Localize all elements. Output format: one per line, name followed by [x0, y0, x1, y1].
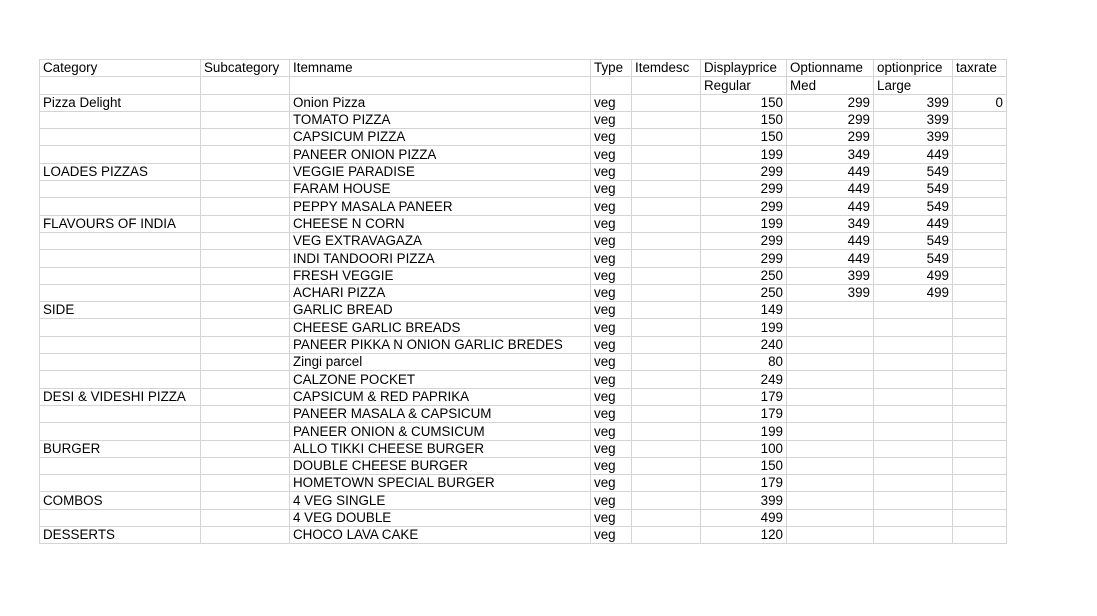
cell-category: DESI & VIDESHI PIZZA — [40, 388, 201, 405]
cell-itemdesc — [632, 405, 701, 422]
cell-itemname: CHEESE N CORN — [290, 215, 591, 232]
cell-displayprice: 199 — [701, 215, 787, 232]
cell-type: veg — [591, 492, 632, 509]
cell-itemdesc — [632, 163, 701, 180]
cell-type: veg — [591, 146, 632, 163]
cell-subcategory — [201, 336, 290, 353]
cell-itemdesc — [632, 527, 701, 544]
cell-displayprice: 199 — [701, 146, 787, 163]
cell-itemdesc — [632, 302, 701, 319]
cell-itemdesc — [632, 509, 701, 526]
cell-itemdesc — [632, 111, 701, 128]
cell-subcategory — [201, 163, 290, 180]
header-cell-optionname: Optionname — [787, 60, 874, 77]
cell-category — [40, 111, 201, 128]
cell-taxrate — [953, 354, 1007, 371]
cell-type: veg — [591, 509, 632, 526]
cell-taxrate — [953, 527, 1007, 544]
cell-subcategory — [201, 146, 290, 163]
header-cell-itemname — [290, 77, 591, 94]
subheader-row — [40, 77, 1007, 94]
table-row — [40, 232, 1007, 249]
cell-type: veg — [591, 336, 632, 353]
cell-category — [40, 250, 201, 267]
cell-displayprice: 150 — [701, 457, 787, 474]
cell-optionname — [787, 371, 874, 388]
cell-taxrate — [953, 215, 1007, 232]
cell-itemname: CAPSICUM & RED PAPRIKA — [290, 388, 591, 405]
table-row — [40, 527, 1007, 544]
cell-subcategory — [201, 509, 290, 526]
table-row — [40, 388, 1007, 405]
table-row — [40, 250, 1007, 267]
cell-displayprice: 250 — [701, 267, 787, 284]
cell-type: veg — [591, 457, 632, 474]
cell-optionprice: 449 — [874, 215, 953, 232]
cell-taxrate — [953, 146, 1007, 163]
cell-subcategory — [201, 527, 290, 544]
cell-itemname: ALLO TIKKI CHEESE BURGER — [290, 440, 591, 457]
cell-optionname — [787, 336, 874, 353]
header-cell-category: Category — [40, 60, 201, 77]
cell-optionname: 299 — [787, 94, 874, 111]
cell-optionprice — [874, 492, 953, 509]
cell-itemname: GARLIC BREAD — [290, 302, 591, 319]
cell-optionname: 349 — [787, 215, 874, 232]
cell-optionname: 449 — [787, 163, 874, 180]
cell-taxrate — [953, 371, 1007, 388]
cell-subcategory — [201, 492, 290, 509]
cell-category — [40, 146, 201, 163]
menu-table-body — [40, 60, 1007, 544]
table-row — [40, 440, 1007, 457]
header-cell-optionprice: Large — [874, 77, 953, 94]
cell-displayprice: 150 — [701, 94, 787, 111]
cell-optionname: 349 — [787, 146, 874, 163]
cell-displayprice: 499 — [701, 509, 787, 526]
cell-optionname — [787, 475, 874, 492]
cell-type: veg — [591, 284, 632, 301]
cell-itemname: 4 VEG DOUBLE — [290, 509, 591, 526]
cell-category — [40, 267, 201, 284]
cell-itemdesc — [632, 319, 701, 336]
cell-type: veg — [591, 232, 632, 249]
table-row — [40, 319, 1007, 336]
cell-category — [40, 371, 201, 388]
cell-taxrate — [953, 388, 1007, 405]
cell-optionname: 399 — [787, 284, 874, 301]
cell-itemdesc — [632, 475, 701, 492]
cell-type: veg — [591, 405, 632, 422]
cell-taxrate — [953, 423, 1007, 440]
cell-subcategory — [201, 250, 290, 267]
cell-optionname: 299 — [787, 129, 874, 146]
cell-optionprice: 549 — [874, 250, 953, 267]
cell-category — [40, 354, 201, 371]
cell-subcategory — [201, 198, 290, 215]
cell-taxrate — [953, 163, 1007, 180]
cell-category: Pizza Delight — [40, 94, 201, 111]
cell-type: veg — [591, 371, 632, 388]
cell-displayprice: 199 — [701, 319, 787, 336]
cell-category: FLAVOURS OF INDIA — [40, 215, 201, 232]
cell-itemname: TOMATO PIZZA — [290, 111, 591, 128]
cell-type: veg — [591, 319, 632, 336]
table-row — [40, 129, 1007, 146]
cell-optionprice: 549 — [874, 181, 953, 198]
table-row — [40, 284, 1007, 301]
header-row — [40, 60, 1007, 77]
header-cell-taxrate: taxrate — [953, 60, 1007, 77]
cell-subcategory — [201, 129, 290, 146]
cell-optionprice — [874, 527, 953, 544]
cell-optionname: 449 — [787, 232, 874, 249]
cell-subcategory — [201, 284, 290, 301]
cell-type: veg — [591, 129, 632, 146]
table-row — [40, 267, 1007, 284]
cell-displayprice: 179 — [701, 475, 787, 492]
cell-subcategory — [201, 267, 290, 284]
cell-itemdesc — [632, 250, 701, 267]
cell-taxrate — [953, 129, 1007, 146]
cell-taxrate — [953, 198, 1007, 215]
cell-displayprice: 299 — [701, 250, 787, 267]
cell-type: veg — [591, 267, 632, 284]
cell-category: BURGER — [40, 440, 201, 457]
table-row — [40, 181, 1007, 198]
cell-optionname — [787, 492, 874, 509]
cell-optionprice — [874, 319, 953, 336]
header-cell-displayprice: Regular — [701, 77, 787, 94]
header-cell-type: Type — [591, 60, 632, 77]
cell-subcategory — [201, 475, 290, 492]
cell-optionname — [787, 388, 874, 405]
cell-itemdesc — [632, 336, 701, 353]
cell-taxrate — [953, 267, 1007, 284]
header-cell-type — [591, 77, 632, 94]
cell-itemdesc — [632, 215, 701, 232]
cell-optionprice — [874, 423, 953, 440]
cell-displayprice: 150 — [701, 111, 787, 128]
cell-type: veg — [591, 440, 632, 457]
cell-itemname: PANEER PIKKA N ONION GARLIC BREDES — [290, 336, 591, 353]
cell-subcategory — [201, 111, 290, 128]
cell-itemdesc — [632, 146, 701, 163]
cell-optionname — [787, 302, 874, 319]
cell-itemname: 4 VEG SINGLE — [290, 492, 591, 509]
cell-displayprice: 299 — [701, 163, 787, 180]
cell-category: LOADES PIZZAS — [40, 163, 201, 180]
header-cell-subcategory — [201, 77, 290, 94]
cell-category — [40, 423, 201, 440]
cell-itemdesc — [632, 232, 701, 249]
cell-subcategory — [201, 215, 290, 232]
cell-optionname: 449 — [787, 181, 874, 198]
cell-itemname: FARAM HOUSE — [290, 181, 591, 198]
cell-taxrate — [953, 232, 1007, 249]
cell-subcategory — [201, 457, 290, 474]
cell-optionname — [787, 509, 874, 526]
table-row — [40, 405, 1007, 422]
cell-type: veg — [591, 163, 632, 180]
table-row — [40, 457, 1007, 474]
header-cell-itemname: Itemname — [290, 60, 591, 77]
cell-type: veg — [591, 475, 632, 492]
cell-type: veg — [591, 388, 632, 405]
cell-optionprice — [874, 440, 953, 457]
cell-optionprice — [874, 371, 953, 388]
cell-itemname: FRESH VEGGIE — [290, 267, 591, 284]
cell-subcategory — [201, 423, 290, 440]
table-row — [40, 475, 1007, 492]
cell-optionname — [787, 354, 874, 371]
cell-subcategory — [201, 232, 290, 249]
cell-category — [40, 405, 201, 422]
cell-displayprice: 179 — [701, 388, 787, 405]
cell-itemname: CHEESE GARLIC BREADS — [290, 319, 591, 336]
cell-category — [40, 336, 201, 353]
cell-category — [40, 319, 201, 336]
cell-subcategory — [201, 319, 290, 336]
cell-optionname: 449 — [787, 250, 874, 267]
cell-optionname — [787, 405, 874, 422]
cell-subcategory — [201, 405, 290, 422]
cell-optionprice — [874, 475, 953, 492]
cell-optionprice — [874, 354, 953, 371]
cell-itemdesc — [632, 354, 701, 371]
cell-optionprice: 549 — [874, 198, 953, 215]
table-row — [40, 94, 1007, 111]
cell-taxrate — [953, 475, 1007, 492]
header-cell-taxrate — [953, 77, 1007, 94]
cell-itemname: Zingi parcel — [290, 354, 591, 371]
cell-itemname: INDI TANDOORI PIZZA — [290, 250, 591, 267]
cell-subcategory — [201, 440, 290, 457]
cell-displayprice: 299 — [701, 198, 787, 215]
cell-itemname: HOMETOWN SPECIAL BURGER — [290, 475, 591, 492]
cell-optionname — [787, 423, 874, 440]
header-cell-itemdesc — [632, 77, 701, 94]
cell-displayprice: 250 — [701, 284, 787, 301]
cell-category — [40, 284, 201, 301]
cell-taxrate — [953, 181, 1007, 198]
cell-optionname — [787, 319, 874, 336]
cell-optionname — [787, 457, 874, 474]
cell-displayprice: 299 — [701, 181, 787, 198]
table-row — [40, 492, 1007, 509]
header-cell-itemdesc: Itemdesc — [632, 60, 701, 77]
cell-itemname: VEG EXTRAVAGAZA — [290, 232, 591, 249]
header-cell-subcategory: Subcategory — [201, 60, 290, 77]
cell-itemdesc — [632, 388, 701, 405]
cell-itemname: PANEER MASALA & CAPSICUM — [290, 405, 591, 422]
cell-optionprice: 499 — [874, 267, 953, 284]
cell-category — [40, 457, 201, 474]
table-row — [40, 163, 1007, 180]
cell-taxrate — [953, 111, 1007, 128]
cell-displayprice: 179 — [701, 405, 787, 422]
cell-itemdesc — [632, 181, 701, 198]
cell-type: veg — [591, 181, 632, 198]
cell-type: veg — [591, 302, 632, 319]
cell-displayprice: 150 — [701, 129, 787, 146]
cell-itemname: PANEER ONION & CUMSICUM — [290, 423, 591, 440]
cell-optionprice — [874, 302, 953, 319]
cell-itemdesc — [632, 457, 701, 474]
cell-itemdesc — [632, 423, 701, 440]
table-row — [40, 302, 1007, 319]
cell-itemname: PANEER ONION PIZZA — [290, 146, 591, 163]
cell-category — [40, 509, 201, 526]
cell-taxrate — [953, 492, 1007, 509]
cell-optionprice: 499 — [874, 284, 953, 301]
cell-itemdesc — [632, 198, 701, 215]
cell-itemname: VEGGIE PARADISE — [290, 163, 591, 180]
cell-type: veg — [591, 215, 632, 232]
cell-itemdesc — [632, 94, 701, 111]
cell-itemdesc — [632, 371, 701, 388]
cell-itemdesc — [632, 492, 701, 509]
cell-displayprice: 149 — [701, 302, 787, 319]
cell-optionname: 399 — [787, 267, 874, 284]
cell-optionname — [787, 527, 874, 544]
cell-subcategory — [201, 371, 290, 388]
cell-optionname: 449 — [787, 198, 874, 215]
cell-displayprice: 199 — [701, 423, 787, 440]
header-cell-optionname: Med — [787, 77, 874, 94]
cell-itemdesc — [632, 129, 701, 146]
cell-category — [40, 181, 201, 198]
cell-itemname: DOUBLE CHEESE BURGER — [290, 457, 591, 474]
table-row — [40, 198, 1007, 215]
table-row — [40, 371, 1007, 388]
cell-category — [40, 475, 201, 492]
cell-optionprice — [874, 509, 953, 526]
cell-taxrate — [953, 250, 1007, 267]
cell-optionname — [787, 440, 874, 457]
cell-optionprice: 449 — [874, 146, 953, 163]
cell-type: veg — [591, 94, 632, 111]
cell-displayprice: 80 — [701, 354, 787, 371]
cell-category: COMBOS — [40, 492, 201, 509]
cell-subcategory — [201, 302, 290, 319]
table-row — [40, 111, 1007, 128]
cell-optionprice — [874, 405, 953, 422]
cell-category — [40, 198, 201, 215]
cell-taxrate — [953, 405, 1007, 422]
cell-optionprice: 549 — [874, 232, 953, 249]
cell-optionprice: 549 — [874, 163, 953, 180]
cell-category: SIDE — [40, 302, 201, 319]
cell-optionprice — [874, 388, 953, 405]
cell-taxrate — [953, 457, 1007, 474]
header-cell-optionprice: optionprice — [874, 60, 953, 77]
cell-optionprice: 399 — [874, 111, 953, 128]
cell-type: veg — [591, 354, 632, 371]
cell-category — [40, 232, 201, 249]
cell-optionprice: 399 — [874, 129, 953, 146]
cell-displayprice: 100 — [701, 440, 787, 457]
cell-taxrate — [953, 336, 1007, 353]
cell-subcategory — [201, 388, 290, 405]
cell-itemname: CHOCO LAVA CAKE — [290, 527, 591, 544]
cell-type: veg — [591, 527, 632, 544]
table-row — [40, 336, 1007, 353]
cell-type: veg — [591, 423, 632, 440]
cell-taxrate — [953, 284, 1007, 301]
cell-subcategory — [201, 354, 290, 371]
table-row — [40, 354, 1007, 371]
cell-optionname: 299 — [787, 111, 874, 128]
cell-taxrate — [953, 319, 1007, 336]
cell-taxrate — [953, 302, 1007, 319]
cell-itemdesc — [632, 267, 701, 284]
cell-itemname: CAPSICUM PIZZA — [290, 129, 591, 146]
cell-itemname: ACHARI PIZZA — [290, 284, 591, 301]
cell-taxrate: 0 — [953, 94, 1007, 111]
cell-type: veg — [591, 111, 632, 128]
cell-optionprice: 399 — [874, 94, 953, 111]
menu-table — [39, 59, 1007, 544]
cell-taxrate — [953, 440, 1007, 457]
cell-type: veg — [591, 250, 632, 267]
cell-optionprice — [874, 336, 953, 353]
table-row — [40, 423, 1007, 440]
cell-itemname: CALZONE POCKET — [290, 371, 591, 388]
table-row — [40, 509, 1007, 526]
cell-subcategory — [201, 181, 290, 198]
cell-itemdesc — [632, 440, 701, 457]
cell-optionprice — [874, 457, 953, 474]
cell-displayprice: 240 — [701, 336, 787, 353]
cell-displayprice: 299 — [701, 232, 787, 249]
table-row — [40, 146, 1007, 163]
header-cell-displayprice: Displayprice — [701, 60, 787, 77]
cell-category: DESSERTS — [40, 527, 201, 544]
cell-taxrate — [953, 509, 1007, 526]
cell-displayprice: 399 — [701, 492, 787, 509]
cell-type: veg — [591, 198, 632, 215]
table-row — [40, 215, 1007, 232]
cell-subcategory — [201, 94, 290, 111]
cell-itemdesc — [632, 284, 701, 301]
header-cell-category — [40, 77, 201, 94]
cell-itemname: PEPPY MASALA PANEER — [290, 198, 591, 215]
cell-displayprice: 249 — [701, 371, 787, 388]
cell-itemname: Onion Pizza — [290, 94, 591, 111]
cell-category — [40, 129, 201, 146]
cell-displayprice: 120 — [701, 527, 787, 544]
